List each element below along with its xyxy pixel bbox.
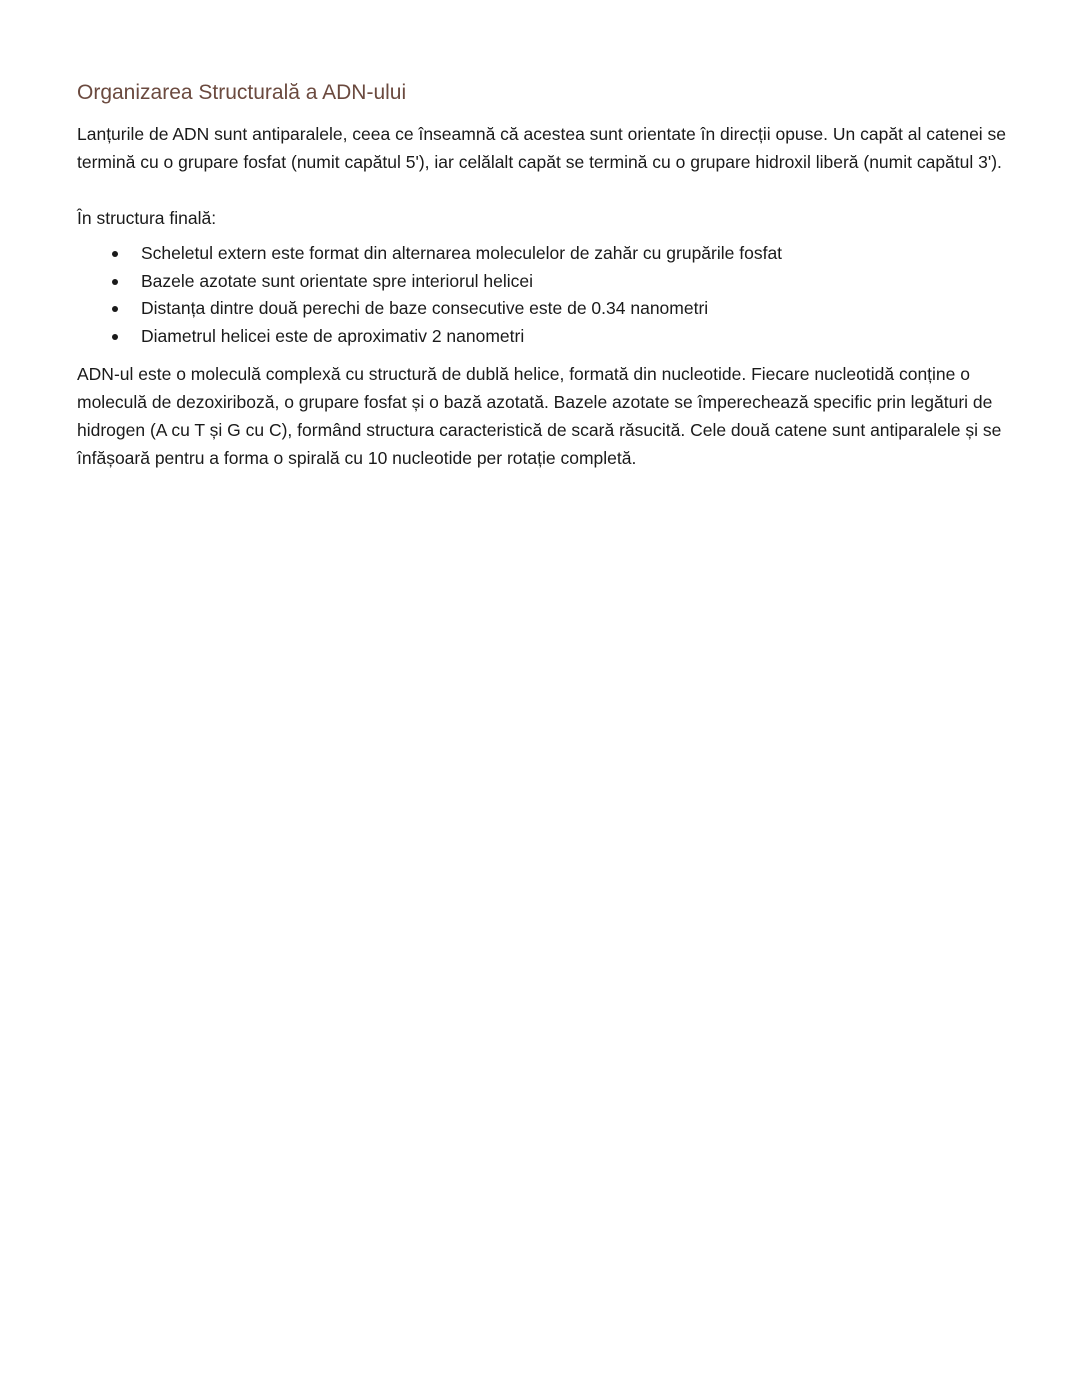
list-item-text: Distanța dintre două perechi de baze consecutive este de 0.34 nanometri	[141, 298, 709, 318]
list-item-text: Scheletul extern este format din alternarea moleculelor de zahăr cu grupările fosfat	[141, 243, 783, 263]
list-item-text: Bazele azotate sunt orientate spre interiorul helicei	[141, 270, 534, 291]
list-item	[77, 323, 1007, 351]
summary-paragraph: ADN-ul este o moleculă complexă cu structură de dublă helice, formată din nucleotide. Fiecare nucleotidă conține o moleculă de dezoxiriboză, o grupare fosfat și o bază azotată. Bazele azotate se împerechează specific prin legături de hidrogen (A cu T și G cu C), formând structura caracteristică de scară răsucită. Cele două catene sunt antiparalele și se înfășoară pentru a forma o spirală cu 10 nucleotide per rotație completă.	[77, 364, 1002, 468]
list-item	[77, 268, 1007, 296]
section-title: Organizarea Structurală a ADN-ului	[77, 81, 407, 104]
list-item	[77, 295, 1007, 323]
bullet-list	[77, 240, 1007, 350]
bullet-icon	[112, 306, 118, 312]
intro-paragraph: Lanțurile de ADN sunt antiparalele, ceea ce înseamnă că acestea sunt orientate în direcții opuse. Un capăt al catenei se termină cu o grupare fosfat (numit capătul 5'), iar celălalt capăt se termină cu o grupare hidroxil liberă (numit capătul 3').	[77, 124, 1007, 172]
document-content	[77, 80, 1007, 472]
list-item-text: Diametrul helicei este de aproximativ 2 nanometri	[141, 325, 525, 346]
bullet-icon	[112, 251, 118, 257]
bullet-icon	[112, 334, 118, 340]
list-lead: În structura finală:	[77, 208, 217, 228]
bullet-icon	[112, 279, 118, 285]
list-item	[77, 240, 1007, 268]
